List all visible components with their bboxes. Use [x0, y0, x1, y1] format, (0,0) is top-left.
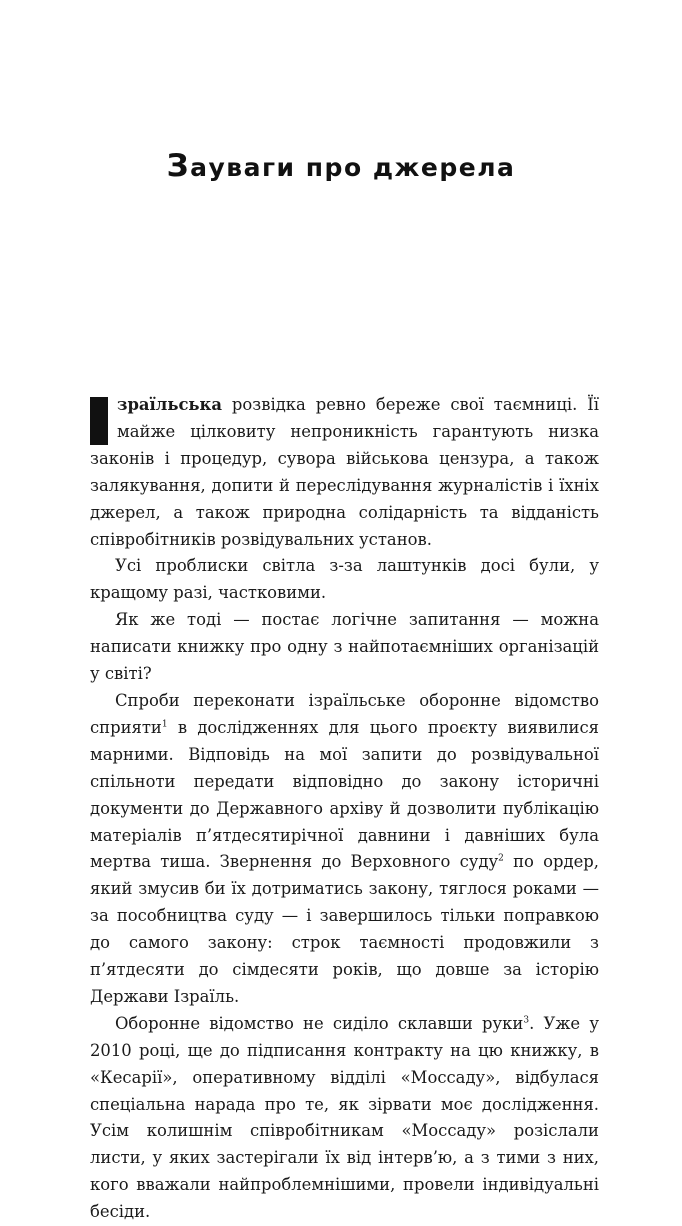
body-text [90, 392, 599, 1226]
paragraph-4-text-a: Спроби переконати ізраїльське оборонне відомство сприяти [90, 690, 599, 737]
drop-cap [90, 397, 108, 445]
chapter-title [0, 148, 682, 184]
paragraph-1-text: розвідка ревно береже свої таємниці. Її майже цілковиту непроникність гарантують низка законів і процедур, сувора військова цензура, а також залякування, допити й переслідування журналістів і їхніх джерел, а також природна солідарність та відданість співробітників розвідувальних установ. [90, 395, 599, 549]
paragraph-4 [90, 688, 599, 1011]
paragraph-3: Як же тоді — постає логічне запитання — можна написати книжку про одну з найпотаємніших організацій у світі? [90, 610, 599, 684]
paragraph-5-text-b: . Уже у 2010 році, ще до підписання контракту на цю книжку, в «Кесарії», оперативному відділі «Моссаду», відбулася спеціальна нарада про те, як зірвати моє дослідження. Усім колишнім співробітникам «Моссаду» розіслали листи, у яких застерігали їх від інтерв’ю, а з тими з них, кого вважали найпроблемнішими, провели індивідуальні бесіди. [90, 1013, 599, 1222]
paragraph-4-text-c: по ордер, який змусив би їх дотриматись закону, тяглося роками — за пособництва суду — і завершилось тільки поправкою до самого закону: строк таємності продовжили з п’ятдесяти до сімдесяти років, що довше за історію Держави Ізраїль. [90, 852, 599, 1006]
paragraph-4-text-b: в дослідженнях для цього проєкту виявилися марними. Відповідь на мої запити до розвідувальної спільноти передати відповідно до закону історичні документи до Державного архіву й дозволити публікацію матеріалів п’ятдесятирічної давнини і давніших була мертва тиша. Звернення до Верховного суду [90, 717, 599, 872]
paragraph-1 [90, 392, 599, 553]
paragraph-2: Усі проблиски світла з-за лаштунків досі були, у кращому разі, частковими. [90, 556, 599, 603]
chapter-title-rest: ауваги про джерела [190, 153, 516, 182]
footnote-ref-3[interactable]: 3 [523, 1015, 530, 1026]
footnote-ref-1[interactable]: 1 [161, 719, 168, 730]
paragraph-5 [90, 1011, 599, 1226]
chapter-title-initial: З [166, 148, 191, 184]
paragraph-5-text-a: Оборонне відомство не сиділо склавши руки [115, 1013, 524, 1033]
lead-word: зраїльська [117, 395, 223, 414]
footnote-ref-2[interactable]: 2 [498, 853, 504, 864]
